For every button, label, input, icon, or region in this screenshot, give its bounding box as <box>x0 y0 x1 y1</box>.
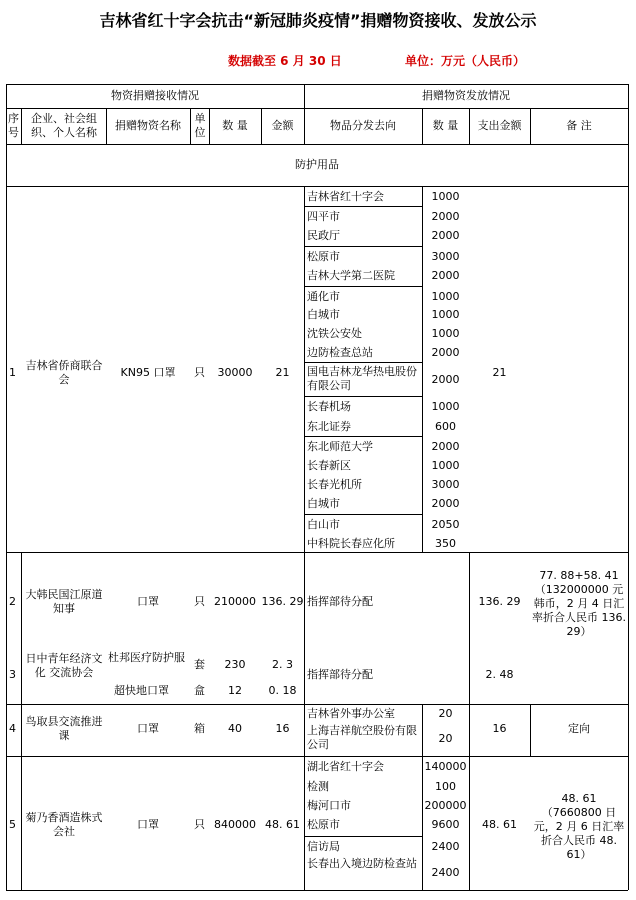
row-destination: 指挥部待分配 <box>307 668 373 681</box>
destination-qty: 2050 <box>431 518 460 531</box>
destination-item: 东北证券 <box>307 420 351 433</box>
unit-header: 单位 <box>194 112 206 139</box>
seq-header: 序号 <box>8 112 19 139</box>
destination-qty: 1000 <box>431 327 460 340</box>
expense-header: 支出金额 <box>477 119 522 132</box>
destination-item: 民政厅 <box>307 229 340 242</box>
row-donor: 菊乃香酒造株式会社 <box>25 811 103 838</box>
destination-item: 上海吉祥航空股份有限公司 <box>307 724 417 751</box>
row-expense: 21 <box>492 366 507 379</box>
row-donor: 鸟取县交流推进课 <box>25 715 103 742</box>
destination-qty: 3000 <box>431 250 460 263</box>
destination-qty: 20 <box>438 732 453 745</box>
donor-header: 企业、社会组织、个人名称 <box>31 112 97 139</box>
row-amount: 21 <box>275 366 290 379</box>
destination-item: 松原市 <box>307 818 340 831</box>
row-seq: 3 <box>9 668 16 681</box>
item-header: 捐赠物资名称 <box>115 119 181 132</box>
destination-item: 长春出入境边防检查站 <box>307 857 417 870</box>
row-amount: 2. 3 <box>272 658 293 671</box>
destination-qty: 2000 <box>431 440 460 453</box>
currency-unit-note: 单位：万元（人民币） <box>405 54 526 68</box>
row-unit: 盒 <box>194 684 205 697</box>
row-qty: 30000 <box>217 366 253 379</box>
row-amount: 136. 29 <box>261 595 304 608</box>
row-item: 口罩 <box>137 595 159 608</box>
destination-item: 松原市 <box>307 250 340 263</box>
destination-qty: 1000 <box>431 308 460 321</box>
row-item: 口罩 <box>137 722 159 735</box>
row-unit: 只 <box>194 595 205 608</box>
row-donor: 日中青年经济文化 交流协会 <box>25 652 103 679</box>
destination-item: 梅河口市 <box>307 799 351 812</box>
received-group-header: 物资捐赠接收情况 <box>111 89 199 102</box>
destination-item: 沈铁公安处 <box>307 327 362 340</box>
destination-qty: 2000 <box>431 269 460 282</box>
page-title: 吉林省红十字会抗击“新冠肺炎疫情”捐赠物资接收、发放公示 <box>99 11 537 30</box>
destination-item: 吉林省外事办公室 <box>307 707 395 720</box>
row-amount: 48. 61 <box>265 818 300 831</box>
destination-item: 东北师范大学 <box>307 440 373 453</box>
dist-qty-header: 数 量 <box>432 119 459 132</box>
row-qty: 40 <box>228 722 242 735</box>
destination-item: 国电吉林龙华热电股份有限公司 <box>307 365 417 392</box>
row-seq: 5 <box>9 818 16 831</box>
destination-item: 长春光机所 <box>307 478 362 491</box>
destination-qty: 2400 <box>431 840 460 853</box>
distributed-group-header: 捐赠物资发放情况 <box>422 89 510 102</box>
destination-qty: 1000 <box>431 290 460 303</box>
row-item: 口罩 <box>137 818 159 831</box>
row-expense: 48. 61 <box>482 818 517 831</box>
row-item: KN95 口罩 <box>120 366 176 379</box>
destination-item: 长春机场 <box>307 400 351 413</box>
destination-qty: 2400 <box>431 866 460 879</box>
amount-header: 金额 <box>271 119 294 132</box>
destination-item: 湖北省红十字会 <box>307 760 384 773</box>
destination-qty: 2000 <box>431 229 460 242</box>
destination-item: 边防检查总站 <box>307 346 373 359</box>
destination-qty: 9600 <box>431 818 460 831</box>
destination-qty: 1000 <box>431 190 460 203</box>
destination-header: 物品分发去向 <box>330 119 396 132</box>
row-note: 48. 61（7660800 日元，2 月 6 日汇率折合人民币 48. 61） <box>533 792 625 861</box>
row-unit: 只 <box>194 366 205 379</box>
destination-qty: 140000 <box>424 760 467 773</box>
destination-item: 白城市 <box>307 308 340 321</box>
row-seq: 1 <box>9 366 16 379</box>
destination-item: 四平市 <box>307 210 340 223</box>
destination-item: 白城市 <box>307 497 340 510</box>
destination-item: 通化市 <box>307 290 340 303</box>
row-qty: 840000 <box>214 818 256 831</box>
row-amount: 0. 18 <box>268 684 297 697</box>
row-donor: 大韩民国江原道知事 <box>25 588 103 615</box>
destination-item: 信访局 <box>307 840 340 853</box>
row-qty: 12 <box>228 684 242 697</box>
destination-qty: 1000 <box>431 459 460 472</box>
row-expense: 16 <box>492 722 507 735</box>
row-qty: 230 <box>224 658 246 671</box>
row-donor: 吉林省侨商联合会 <box>25 359 103 386</box>
row-unit: 箱 <box>194 722 205 735</box>
category-label: 防护用品 <box>295 158 339 171</box>
destination-item: 检测 <box>307 780 329 793</box>
row-amount: 16 <box>275 722 290 735</box>
destination-item: 吉林省红十字会 <box>307 190 384 203</box>
destination-item: 白山市 <box>307 518 340 531</box>
destination-qty: 2000 <box>431 497 460 510</box>
destination-qty: 2000 <box>431 346 460 359</box>
destination-item: 长春新区 <box>307 459 351 472</box>
destination-qty: 20 <box>438 707 453 720</box>
data-cutoff-date: 数据截至 6 月 30 日 <box>228 54 342 68</box>
row-unit: 套 <box>194 658 205 671</box>
destination-item: 中科院长春应化所 <box>307 537 395 550</box>
row-expense: 2. 48 <box>485 668 514 681</box>
row-destination: 指挥部待分配 <box>307 595 373 608</box>
destination-qty: 1000 <box>431 400 460 413</box>
destination-qty: 100 <box>435 780 456 793</box>
row-item: 杜邦医疗防护服 <box>108 651 185 664</box>
row-note: 定向 <box>568 722 590 735</box>
row-unit: 只 <box>194 818 205 831</box>
destination-qty: 2000 <box>431 210 460 223</box>
destination-qty: 3000 <box>431 478 460 491</box>
destination-qty: 200000 <box>424 799 467 812</box>
qty-header: 数 量 <box>222 119 248 132</box>
row-note: 77. 88+58. 41（132000000 元韩币，2 月 4 日汇率折合人民币 136. 29） <box>532 569 626 638</box>
row-seq: 4 <box>9 722 16 735</box>
row-qty: 210000 <box>214 595 256 608</box>
row-seq: 2 <box>9 595 16 608</box>
destination-qty: 2000 <box>431 373 460 386</box>
destination-qty: 600 <box>435 420 456 433</box>
destination-qty: 350 <box>435 537 456 550</box>
note-header: 备 注 <box>566 119 592 132</box>
destination-item: 吉林大学第二医院 <box>307 269 395 282</box>
row-item: 超快地口罩 <box>114 684 169 697</box>
row-expense: 136. 29 <box>478 595 521 608</box>
